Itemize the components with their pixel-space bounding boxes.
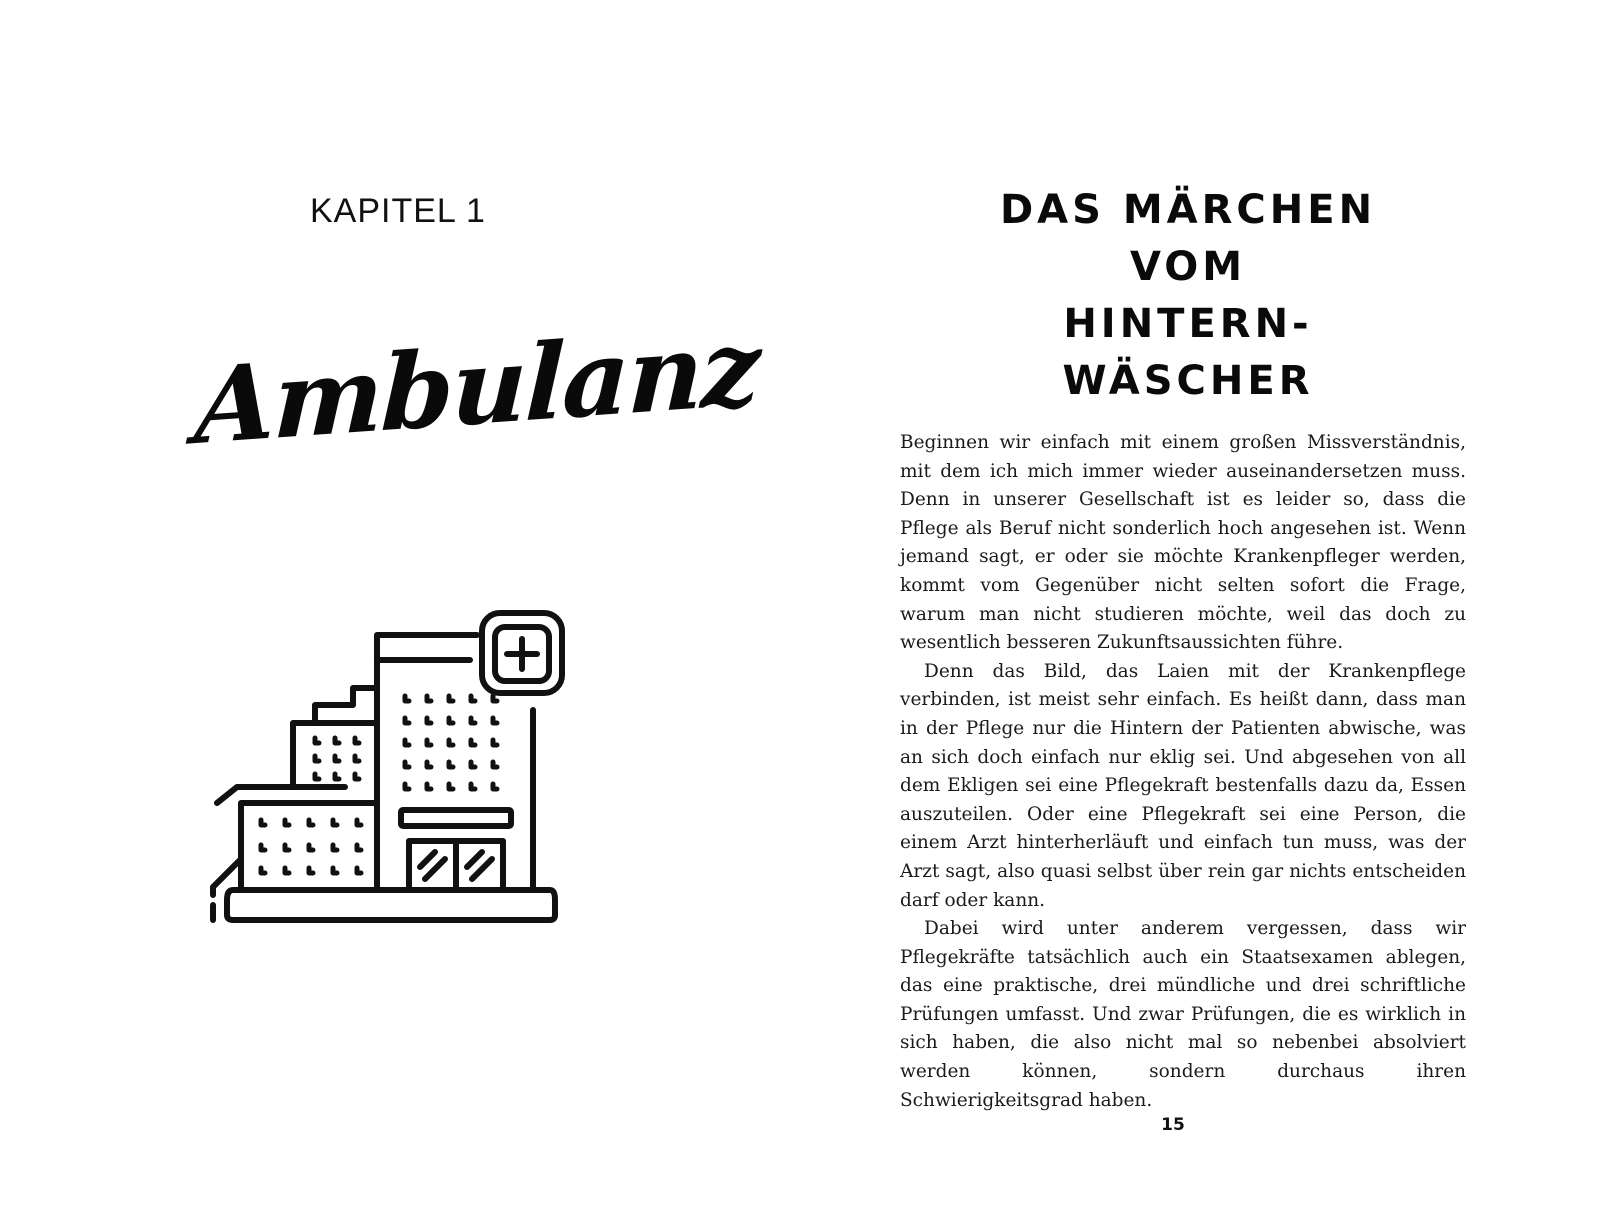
page-number: 15 xyxy=(1161,1115,1185,1135)
paragraph: Dabei wird unter anderem vergessen, dass wir Pflegekräfte tatsächlich auch ein Staatsexamen ablegen, das eine praktische, drei mündliche und drei schriftliche Prüfungen umfasst. Und zwar Prüfungen, die es wirklich in sich haben, die also nicht mal so nebenbei absolviert werden können, sondern durchaus ihren Schwierigkeitsgrad haben. xyxy=(900,918,1466,1111)
body-text xyxy=(900,429,1466,1115)
right-page xyxy=(803,0,1606,1211)
section-title: Ambulanz xyxy=(192,305,761,469)
chapter-title-line-2: HINTERN-WÄSCHER xyxy=(1062,301,1314,404)
paragraph: Beginnen wir einfach mit einem großen Missverständnis, mit dem ich mich immer wieder auseinandersetzen muss. Denn in unserer Gesellschaft ist es leider so, dass die Pflege als Beruf nicht sonderlich hoch angesehen ist. Wenn jemand sagt, er oder sie möchte Krankenpfleger werden, kommt vom Gegenüber nicht selten sofort die Frage, warum man nicht studieren möchte, weil das doch zu wesentlich besseren Zukunftsaussichten führe. xyxy=(900,432,1466,654)
paragraph: Denn das Bild, das Laien mit der Krankenpflege verbinden, ist meist sehr einfach. Es heißt dann, dass man in der Pflege nur die Hintern der Patienten abwische, was an sich doch einfach nur eklig sei. Und abgesehen von all dem Ekligen sei eine Pflegekraft bestenfalls dazu da, Essen auszuteilen. Oder eine Pflegekraft sei eine Person, die einem Arzt hinterherläuft und einfach tun muss, was der Arzt sagt, also quasi selbst über rein gar nichts entscheiden darf oder kann. xyxy=(900,660,1466,911)
chapter-label: KAPITEL 1 xyxy=(310,192,486,230)
chapter-title-line-1: DAS MÄRCHEN VOM xyxy=(999,187,1377,290)
chapter-title xyxy=(943,182,1433,410)
hospital-building-icon xyxy=(205,605,575,935)
